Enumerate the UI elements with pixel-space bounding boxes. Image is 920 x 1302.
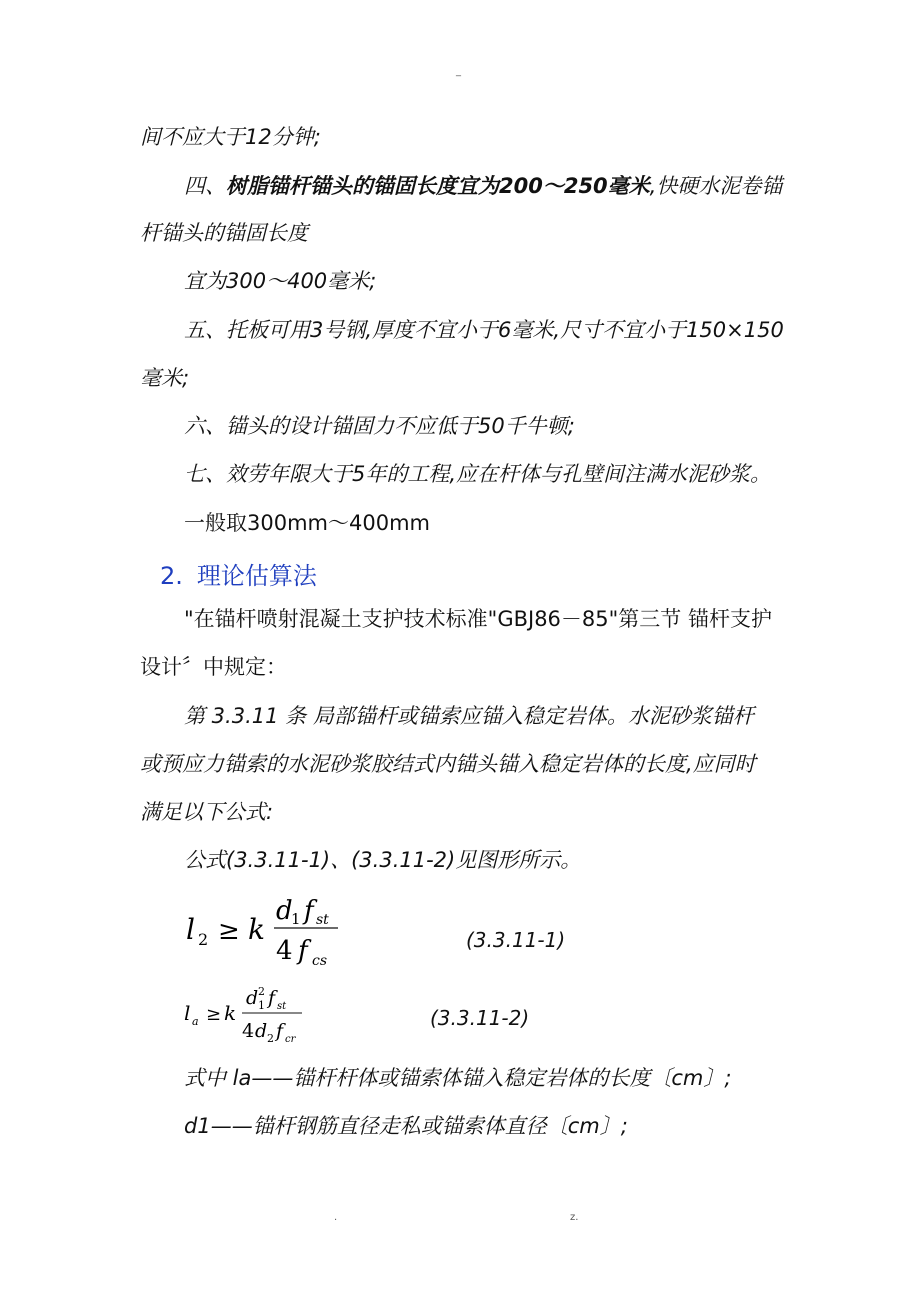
paragraph-line: 或预应力锚索的水泥砂浆胶结式内锚头锚入稳定岩体的长度,应同时 xyxy=(140,752,756,776)
formula-subscript: 1 xyxy=(258,999,265,1012)
equation-number: (3.3.11-1) xyxy=(466,928,566,952)
formula-subscript: 2 xyxy=(198,930,209,949)
text-line xyxy=(184,171,782,201)
text-line: 宜为300～400毫米; xyxy=(184,269,377,293)
formula-3-3-11-1 xyxy=(180,892,360,972)
paragraph-line: 满足以下公式: xyxy=(140,800,274,824)
formula-subscript: cr xyxy=(285,1034,296,1045)
formula-symbol: d xyxy=(246,987,259,1009)
formula-subscript: a xyxy=(192,1015,199,1028)
header-mark: _ xyxy=(456,66,461,77)
formula-symbol: d xyxy=(255,1020,268,1042)
formula-3-3-11-2 xyxy=(180,982,320,1048)
text-line: 七、效劳年限大于5年的工程,应在杆体与孔壁间注满水泥砂浆。 xyxy=(184,462,772,486)
formula-symbol: k xyxy=(248,913,265,946)
formula-symbol: l xyxy=(184,1001,191,1025)
formula-subscript: st xyxy=(316,912,329,928)
text-line: 杆锚头的锚固长度 xyxy=(140,221,308,245)
formula-symbol: f xyxy=(304,896,314,926)
formula-symbol: k xyxy=(224,1001,237,1025)
heading-number: 2. xyxy=(160,562,183,590)
formula-operator: ≥ xyxy=(218,916,240,946)
standard-title: "在锚杆喷射混凝土支护技术标准"GBJ86－85" xyxy=(184,607,619,631)
text-line: 六、锚头的设计锚固力不应低于50千牛顿; xyxy=(184,414,575,438)
text-line: 间不应大于12分钟; xyxy=(140,125,321,149)
equation-number: (3.3.11-2) xyxy=(430,1006,530,1030)
section-heading xyxy=(160,556,317,591)
item-number: 四、 xyxy=(184,174,226,198)
paragraph-line: 第 3.3.11 条 局部锚杆或锚索应锚入稳定岩体。水泥砂浆锚杆 xyxy=(184,704,754,728)
formula-subscript: 2 xyxy=(267,1032,274,1045)
formula-symbol: d xyxy=(276,896,293,926)
formula-operator: ≥ xyxy=(206,1004,222,1025)
text-line: 五、托板可用3号钢,厚度不宜小于6毫米,尺寸不宜小于150×150 xyxy=(184,318,784,342)
text-fragment: ,快硬水泥卷锚 xyxy=(649,174,783,198)
heading-title: 理论估算法 xyxy=(196,562,317,590)
formula-symbol: f xyxy=(298,936,308,966)
formula-symbol: f xyxy=(268,987,276,1009)
footer-left: . xyxy=(334,1212,338,1223)
paragraph-line: 设计〞中规定： xyxy=(140,655,287,679)
definition-line: 式中 la——锚杆杆体或锚索体锚入稳定岩体的长度〔cm〕; xyxy=(184,1066,732,1090)
formula-superscript: 2 xyxy=(258,985,265,998)
bold-text: 树脂锚杆锚头的锚固长度宜为200～250毫米 xyxy=(226,174,650,198)
formula-symbol: l xyxy=(186,913,195,946)
paragraph-line xyxy=(184,604,772,634)
formula-number: 4 xyxy=(242,1020,255,1042)
formula-subscript: st xyxy=(277,1001,287,1012)
text-line: 一般取300mm～400mm xyxy=(184,511,430,535)
text-fragment: 第三节 锚杆支护 xyxy=(618,607,772,631)
footer-right: z. xyxy=(570,1212,579,1223)
text-line: 毫米; xyxy=(140,366,190,390)
formula-subscript: cs xyxy=(312,953,328,969)
formula-number: 4 xyxy=(276,936,293,966)
formula-subscript: 1 xyxy=(291,910,301,928)
paragraph-line: 公式(3.3.11-1)、(3.3.11-2)见图形所示。 xyxy=(184,848,582,872)
formula-symbol: f xyxy=(276,1020,284,1042)
definition-line: d1——锚杆钢筋直径走私或锚索体直径〔cm〕; xyxy=(184,1114,628,1138)
